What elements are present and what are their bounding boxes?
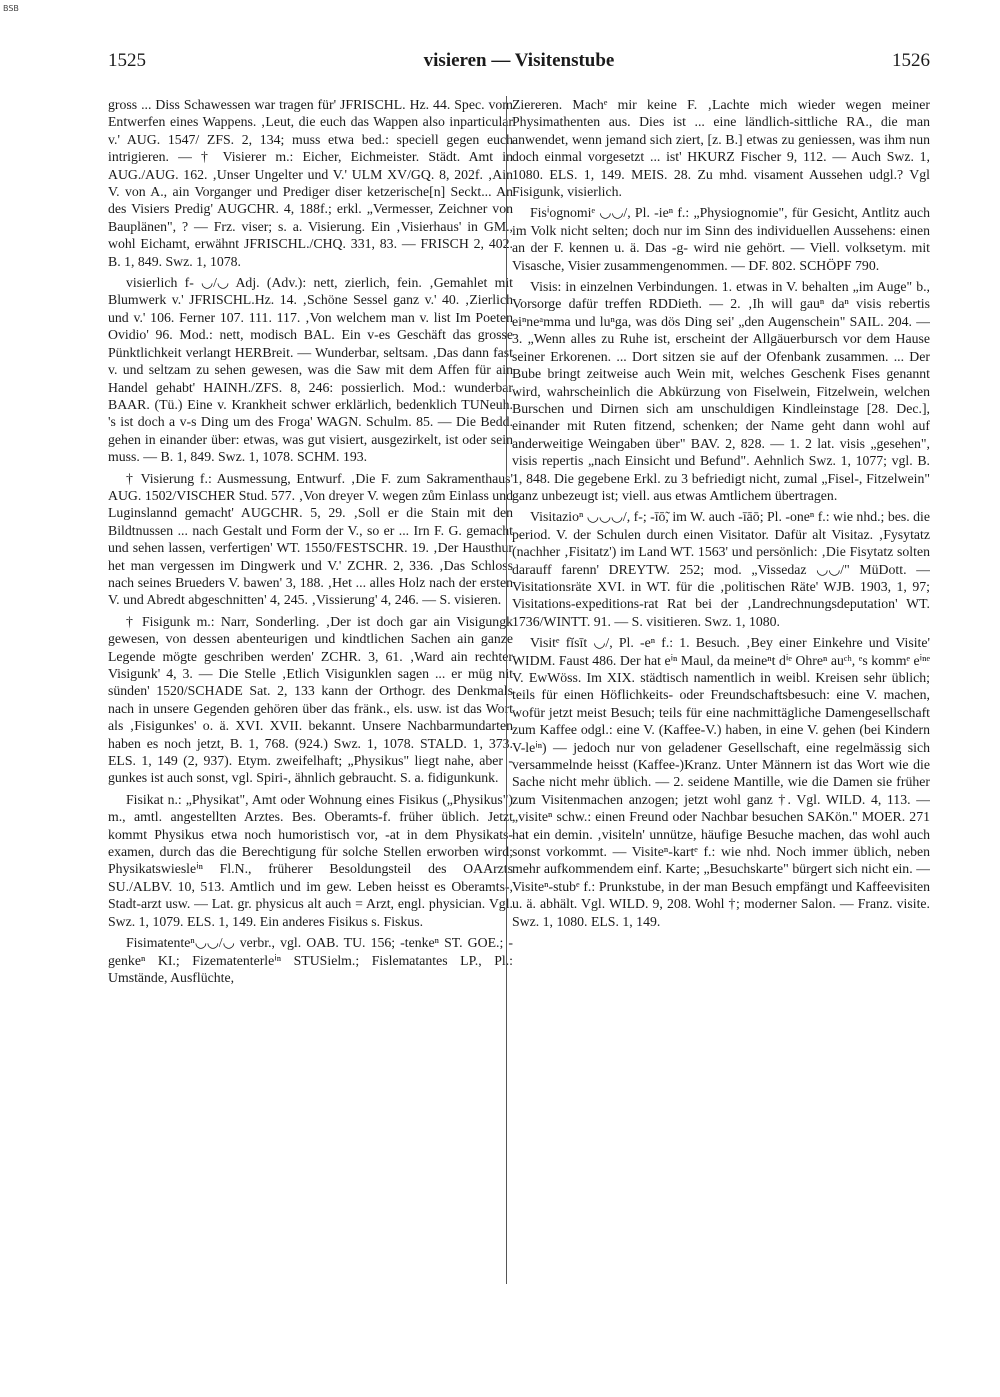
entry-fisimatente: Fisimatenteⁿ◡◡/◡ verbr., vgl. OAB. TU. 156; -tenkeⁿ ST. GOE.; -genkeⁿ KI.; Fizematenterleⁱⁿ STUSielm.; Fislematantes LP., Pl.: Umstände, Ausflüchte,: [108, 935, 513, 985]
entry-fisimatente-cont: Ziereren. Machᵉ mir keine F. ‚Lachte mich wieder wegen meiner Physimathenten aus. Dies ist ... eine ländlich-sittliche RA., die man anwendet, wenn jemand sich ziert, [z. B.] etwas zu geniessen, was ihm nun doch einmal vorgesetzt ... ist' HKURZ Fischer 9, 112. — Auch Swz. 1, 1080. ELS. 1, 149. MEIS. 28. Zu mhd. visament Aussehen udgl.? Vgl Fisigunk, visierlich.: [512, 97, 930, 200]
library-stamp: BSB: [3, 4, 19, 13]
column-divider: [506, 96, 507, 1284]
entry-visitazion: Visitazioⁿ ◡◡◡/, f-; -īō̃, im W. auch -īāō; Pl. -oneⁿ f.: wie nhd.; bes. die period. V. der Schulen durch einen Visitator. Dafür alt Visitaz. ‚Fysytatz (nachher ‚Fisitatz') im Land WT. 1563' und persönlich: ‚Die Fisytatz solten darauff farenn' DREYTW. 252; mod. „Vissedaz ◡◡/" MüDott. — Visitationsräte XVI. in WT. für die ‚politischen Räte' WJB. 1903, 1, 97; Visitations-expeditions-rat Rat bei der ‚Landrechnungsdeputation' WT. 1736/WINTT. 91. — S. visitieren. Swz. 1, 1080.: [512, 509, 930, 629]
entry-fisiognomie: Fisⁱognomiᵉ ◡◡/, Pl. -ieⁿ f.: „Physiognomie", für Gesicht, Antlitz auch im Volk nicht selten; doch nur im Sinn des individuellen Aussehens: einen an der F. kennen u. ä. Das -g- wird nie gehört. — Viell. volksetym. mit Visasche, Visier zusammengenommen. — DF. 802. SCHÖPF 790.: [512, 205, 930, 273]
page-header: [108, 50, 930, 76]
right-column: [512, 96, 930, 1296]
page-number-left: 1525: [108, 50, 146, 71]
entry-visite: Visitᵉ fĭsīt ◡/, Pl. -eⁿ f.: 1. Besuch. ‚Bey einer Einkehre und Visite' WIDM. Faust 486. Der hat eⁱⁿ Maul, da meineⁿt dⁱᵉ Ohreⁿ auᶜʰ, ᵉs kommᵉ eⁱⁿᵉ V. EwWöss. Im XIX. städtisch namentlich in weibl. Kreisen sehr üblich; teils für einen Höflichkeits- oder Freundschaftsbesuch: eine V. machen, wofür jetzt meist Besuch; teils für eine nachmittägliche Damengesellschaft zum Kaffee odgl.: eine V. (Kaffee-V.) haben, in eine V. gehen (bei Kindern V-leⁱⁿ) — jedoch nur von geladener Gesellschaft, eine regelmässig sich versammelnde heisst (Kaffee-)Kranz. Unter Männern ist das Wort wie die Sache nicht mehr üblich. — 2. seidene Mantille, wie die Damen sie früher zum Visitenmachen anzogen; jetzt wohl ganz †. Vgl. WILD. 4, 113. — „visiteⁿ schw.: einen Freund oder Nachbar besuchen SAKön." MOER. 271 hat ein demin. ‚visiteln' unnütze, häufige Besuche machen, das wohl auch sonst vorkommt. — Visiteⁿ-kartᵉ f.: wie nhd. Noch immer üblich, neben mehr aufkommendem einf. Karte; „Besuchskarte" bürgert sich nicht ein. — Visiteⁿ-stubᵉ f.: Prunkstube, in der man Besuch empfängt und Kaffeevisiten u. ä. abhält. Vgl. WILD. 9, 208. Wohl †; moderner Salon. — Franz. visite. Swz. 1, 1080. ELS. 1, 149.: [512, 635, 930, 929]
entry-visierer-cont: gross ... Diss Schawessen war tragen für' JFRISCHL. Hz. 44. Spec. vom Entwerfen eines Wappens. ‚Leut, die euch das Wappen also inparticular v.' AUG. 1547/ ZFS. 2, 134; muss etwa bed.: speciell gegen euch intrigieren. — † Visierer m.: Eicher, Eichmeister. Städt. Amt in AUG./AUG. 162. ‚Unser Ungelter und V.' ULM XV/GQ. 8, 202f. ‚Ain V. von A., ain Vorganger und Prediger diser ketzerische[n] Seckt... An des Visiers Predig' AUGCHR. 4, 188f.; erkl. „Vermesser, Zeichner von Bauplänen", ? — Frz. viser; s. a. Visierung. Ein ‚Visierhaus' in GM., wohl Eichamt, erwähnt JFRISCHL./CHQ. 331, 83. — FRISCH 2, 402. B. 1, 849. Swz. 1, 1078.: [108, 97, 513, 269]
entry-fisikat: Fisikat n.: „Physikat", Amt oder Wohnung eines Fisikus („Physikus") m., amtl. angestellten Arztes. Bes. Oberamts-f. früher üblich. Jetzt kommt Physikus etwa noch humoristisch vor, -at in dem Physikats-examen, durch das die Berechtigung für solche Stellen erworben wird; Physikatswiesleⁱⁿ Fl.N., früherer Besoldungsteil des OAArzts SU./ALBV. 10, 513. Amtlich und im gew. Leben heisst es Oberamts-, Stadt-arzt usw. — Lat. gr. physicus alt auch = Arzt, engl. physician. Vgl. Swz. 1, 1079. ELS. 1, 149. Ein anderes Fisikus s. Fiskus.: [108, 791, 513, 929]
running-title: visieren — Visitenstube: [423, 50, 615, 71]
left-column: [108, 96, 513, 1296]
entry-visierung: † Visierung f.: Ausmessung, Entwurf. ‚Die F. zum Sakramenthaus' AUG. 1502/VISCHER Stud. 577. ‚Von dreyer V. wegen zům Einlass und Luginslannd gemacht' AUGCHR. 5, 29. ‚Soll er die Stain mit den Bildtnussen ... nach Gestalt und Form der V., so er ... Irn F. G. gemacht und sehen lassen, verfertigen' WT. 1550/FESTSCHR. 19. ‚Der Hausthur het man vergessen im Dingwerk und V.' ZCHR. 2, 336. ‚Das Schloss nach seines Brueders V. bawen' 3, 188. ‚Het ... alles Holz nach der ersten V. und Abredt abgeschnitten' 4, 245. ‚Vissierung' 4, 246. — S. visieren.: [108, 470, 513, 608]
entry-visis: Visis: in einzelnen Verbindungen. 1. etwas in V. behalten „im Auge" b., Vorsorge dafür treffen RDDieth. — 2. ‚Ih will gauⁿ daⁿ visis rebertis eiⁿneᵃmma und luⁿga, was dös Ding sei' „den Augenschein" SAIL. 204. — 3. „Wenn alles zu Ruhe ist, erscheint der Allgäuerbursch vor dem Hause seiner Erkorenen. ... Dort sitzen sie auf der Ofenbank zusammen. ... Der Bube bringt zeitweise auch Wein mit, welches Geschenk Fises genannt wird, wahrscheinlich die Abkürzung von Fiselwein, Fitzelwein, welchen Burschen und Dirnen sich am unschuldigen Kindleinstage [28. Dec.], einander mit Ruten fitzend, schenken; der Name geht dann wohl auf anderweitige Weingaben über" BAV. 2, 828. — 1. 2 lat. visis „gesehen", visis repertis „nach Einsicht und Befund". Aehnlich Swz. 1, 1077; vgl. B. 1, 848. Die gegebene Erkl. zu 3 befriedigt nicht, zumal „Fisel-, Fitzelwein" ganz unbezeugt ist; viell. aus etwas Amtlichem übertragen.: [512, 279, 930, 503]
entry-fisigunk: † Fisigunk m.: Narr, Sonderling. ‚Der ist doch gar ain Visigungk gewesen, von dessen abenteurigen und kindtlichen Sachen ain ganze Legende mögte geschriben werden' ZCHR. 3, 61. ‚Ward ain rechter Visigunk' 4, 3. — Die Stelle ‚Etlich Visigunklen sagen ... er müg nit sünden' 1520/SCHADE Sat. 2, 133 kann der Orthogr. des Denkmals nach in unsere Gegenden gehören über das fränk., els. usw. ist das Wort als ‚Fisigunkes' o. ä. XVI. XVII. bekannt. Unsere Nachbarmundarten haben es noch jetzt, B. 1, 768. (924.) Swz. 1, 1078. STALD. 1, 373. ELS. 1, 149 (2, 937). Etym. zweifelhaft; „Physikus" liegt nahe, aber -gunkes ist auch sonst, vgl. Spiri-, ähnlich gebraucht. S. a. fidigunkunk.: [108, 613, 513, 786]
page-number-right: 1526: [892, 50, 930, 71]
entry-visierlich: visierlich f- ◡/◡ Adj. (Adv.): nett, zierlich, fein. ‚Gemahlet mit Blumwerk v.' JFRISCHL.Hz. 14. ‚Schöne Sessel ganz v.' 40. ‚Zierlich und v.' 106. Ferner 107. 111. 117. ‚Von welchem man v. list Im Poeten Ovidio' 96. Mod.: nett, modisch BAL. Ein v-es Geschäft das grosse Pünktlichkeit verlangt HERBreit. — Wunderbar, seltsam. ‚Das dann fast v. und seltzam zu sehen gewesen, was die Saw mit dem Affen für ain Handel gehabt' HAINH./ZFS. 8, 246: possierlich. Mod.: wunderbar BAAR. (Tü.) Eine v. Krankheit schwer erklärlich, bedenklich TUNeuh. 's ist doch a v-s Ding um des Froga' WAGN. Schulm. 85. — Die Bedd. gehen in einander über: etwas, was gut visiert, ausgezirkelt, ist oder sein muss. — B. 1, 849. Swz. 1, 1078. SCHM. 193.: [108, 275, 513, 465]
